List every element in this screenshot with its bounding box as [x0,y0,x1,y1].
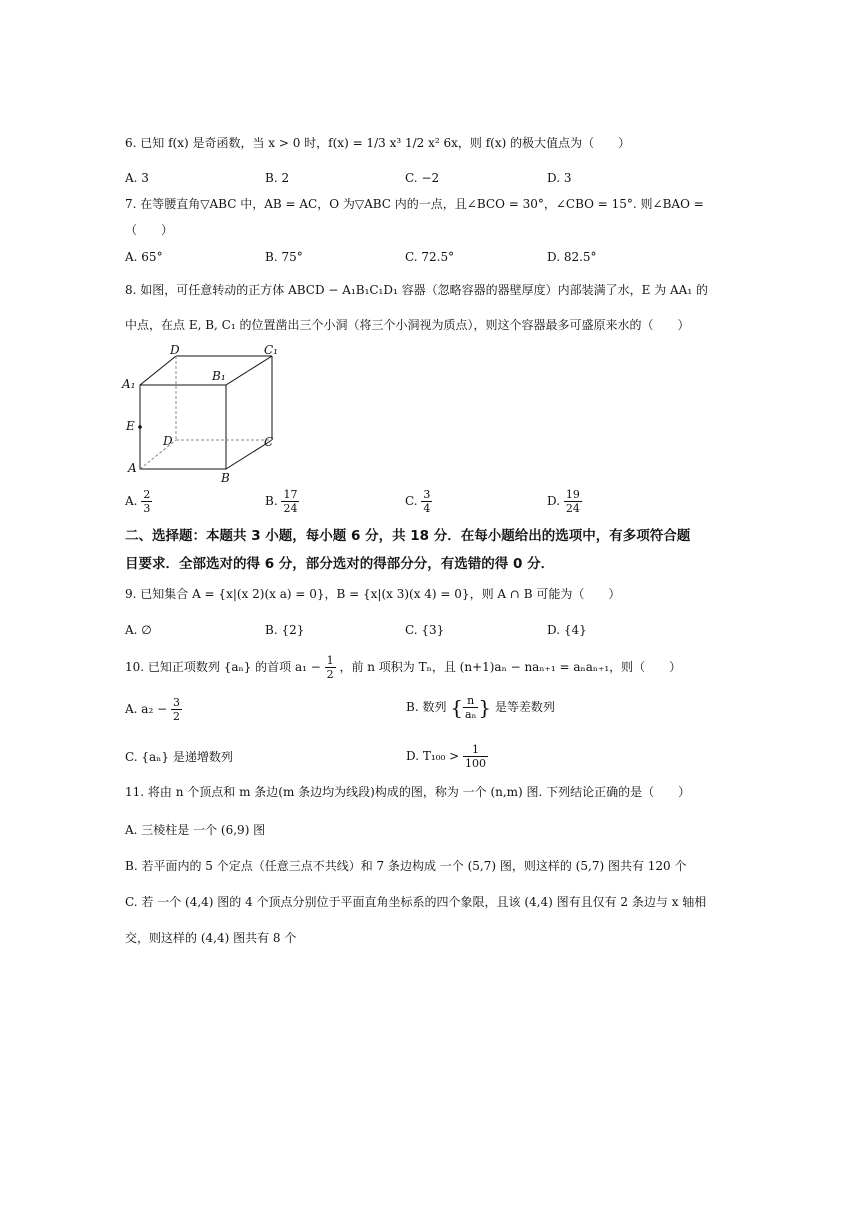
fraction: $\frac{3}{4}$ [423,488,431,515]
fraction: $\frac{1}{2}$ [326,654,334,681]
q6-option-b: B. 2 [265,171,290,185]
q10-option-c: C. {aₙ} 是递增数列 [125,750,233,764]
q10-option-b: B. 数列 { $\frac{n}{\text{aₙ}}$ } 是等差数列 [406,694,555,721]
label-b: B [221,471,230,485]
q10-option-a: A. a₂ − $\frac{3}{2}$ [125,696,180,723]
fraction: $\frac{2}{3}$ [143,488,151,515]
fraction: $\frac{n}{\text{aₙ}}$ [465,694,477,721]
q11-stem: 11. 将由 n 个顶点和 m 条边(m 条边均为线段)构成的图，称为 一个 (n,m) 图. 下列结论正确的是（ ） [125,785,691,799]
section2-heading-line2: 目要求．全部选对的得 6 分，部分选对的得部分分，有选错的得 0 分． [125,556,555,572]
label-a1: A₁ [122,377,136,391]
fraction: $\frac{17}{24}$ [283,488,298,515]
q7-option-b: B. 75° [265,250,303,264]
q11-option-c-line2: 交，则这样的 (4,4) 图共有 8 个 [125,931,297,945]
point-e-marker [138,425,142,429]
q6-stem: 6. 已知 f(x) 是奇函数，当 x > 0 时，f(x) = 1/3 x³ 1/2 x² 6x，则 f(x) 的极大值点为（ ） [125,136,631,150]
cube-edge-a1-d1 [140,356,176,385]
label-c: C [264,435,274,449]
label-d-top: D [170,343,180,357]
fraction: $\frac{19}{24}$ [565,488,580,515]
cube-edge-b1-c1 [226,356,272,385]
q7-option-d: D. 82.5° [547,250,597,264]
q8-option-b: B. $\frac{17}{24}$ [265,488,298,515]
q9-option-b: B. {2} [265,623,305,637]
section2-heading-line1: 二、选择题：本题共 3 小题，每小题 6 分，共 18 分．在每小题给出的选项中，有多项符合题 [125,528,691,544]
fraction: $\frac{1}{100}$ [464,743,486,770]
q9-stem: 9. 已知集合 A = {x|(x 2)(x a) = 0}，B = {x|(x 3)(x 4) = 0}，则 A ∩ B 可能为（ ） [125,587,621,601]
q9-option-c: C. {3} [405,623,445,637]
label-e: E [126,419,135,433]
q6-option-a: A. 3 [125,171,149,185]
q11-option-b: B. 若平面内的 5 个定点（任意三点不共线）和 7 条边构成 一个 (5,7) 图，则这样的 (5,7) 图共有 120 个 [125,859,687,873]
q7-stem-line2: （ ） [125,223,174,237]
label-a: A [128,461,137,475]
q7-option-c: C. 72.5° [405,250,455,264]
q7-stem-line1: 7. 在等腰直角▽ABC 中，AB = AC，O 为▽ABC 内的一点，且∠BCO = 30°，∠CBO = 15°. 则∠BAO = [125,197,704,211]
label-b1: B₁ [212,369,226,383]
label-c1: C₁ [264,343,278,357]
q10-option-d: D. T₁₀₀ > $\frac{1}{100}$ [406,743,486,770]
q8-option-a: A. $\frac{2}{3}$ [125,488,151,515]
q9-option-a: A. ∅ [125,623,152,637]
fraction: $\frac{3}{2}$ [172,696,180,723]
q8-option-d: D. $\frac{19}{24}$ [547,488,580,515]
q11-option-c-line1: C. 若 一个 (4,4) 图的 4 个顶点分别位于平面直角坐标系的四个象限，且该 (4,4) 图有且仅有 2 条边与 x 轴相 [125,895,707,909]
q8-stem-line1: 8. 如图，可任意转动的正方体 ABCD − A₁B₁C₁D₁ 容器（忽略容器的器壁厚度）内部装满了水，E 为 AA₁ 的 [125,283,708,297]
q6-option-d: D. 3 [547,171,572,185]
label-d-bottom: D [163,434,173,448]
q10-stem: 10. 已知正项数列 {aₙ} 的首项 a₁ − $\frac{1}{2}$ ，前 n 项积为 Tₙ，且 (n+1)aₙ − naₙ₊₁ = aₙaₙ₊₁，则（ ） [125,654,682,681]
q9-option-d: D. {4} [547,623,587,637]
q8-option-c: C. $\frac{3}{4}$ [405,488,431,515]
q11-option-a: A. 三棱柱是 一个 (6,9) 图 [125,823,266,837]
cube-figure [118,338,288,488]
q8-stem-line2: 中点，在点 E, B, C₁ 的位置凿出三个小洞（将三个小洞视为质点），则这个容器最多可盛原来水的（ ） [125,318,690,332]
q6-option-c: C. −2 [405,171,440,185]
cube-front-face [140,385,226,469]
q7-option-a: A. 65° [125,250,163,264]
